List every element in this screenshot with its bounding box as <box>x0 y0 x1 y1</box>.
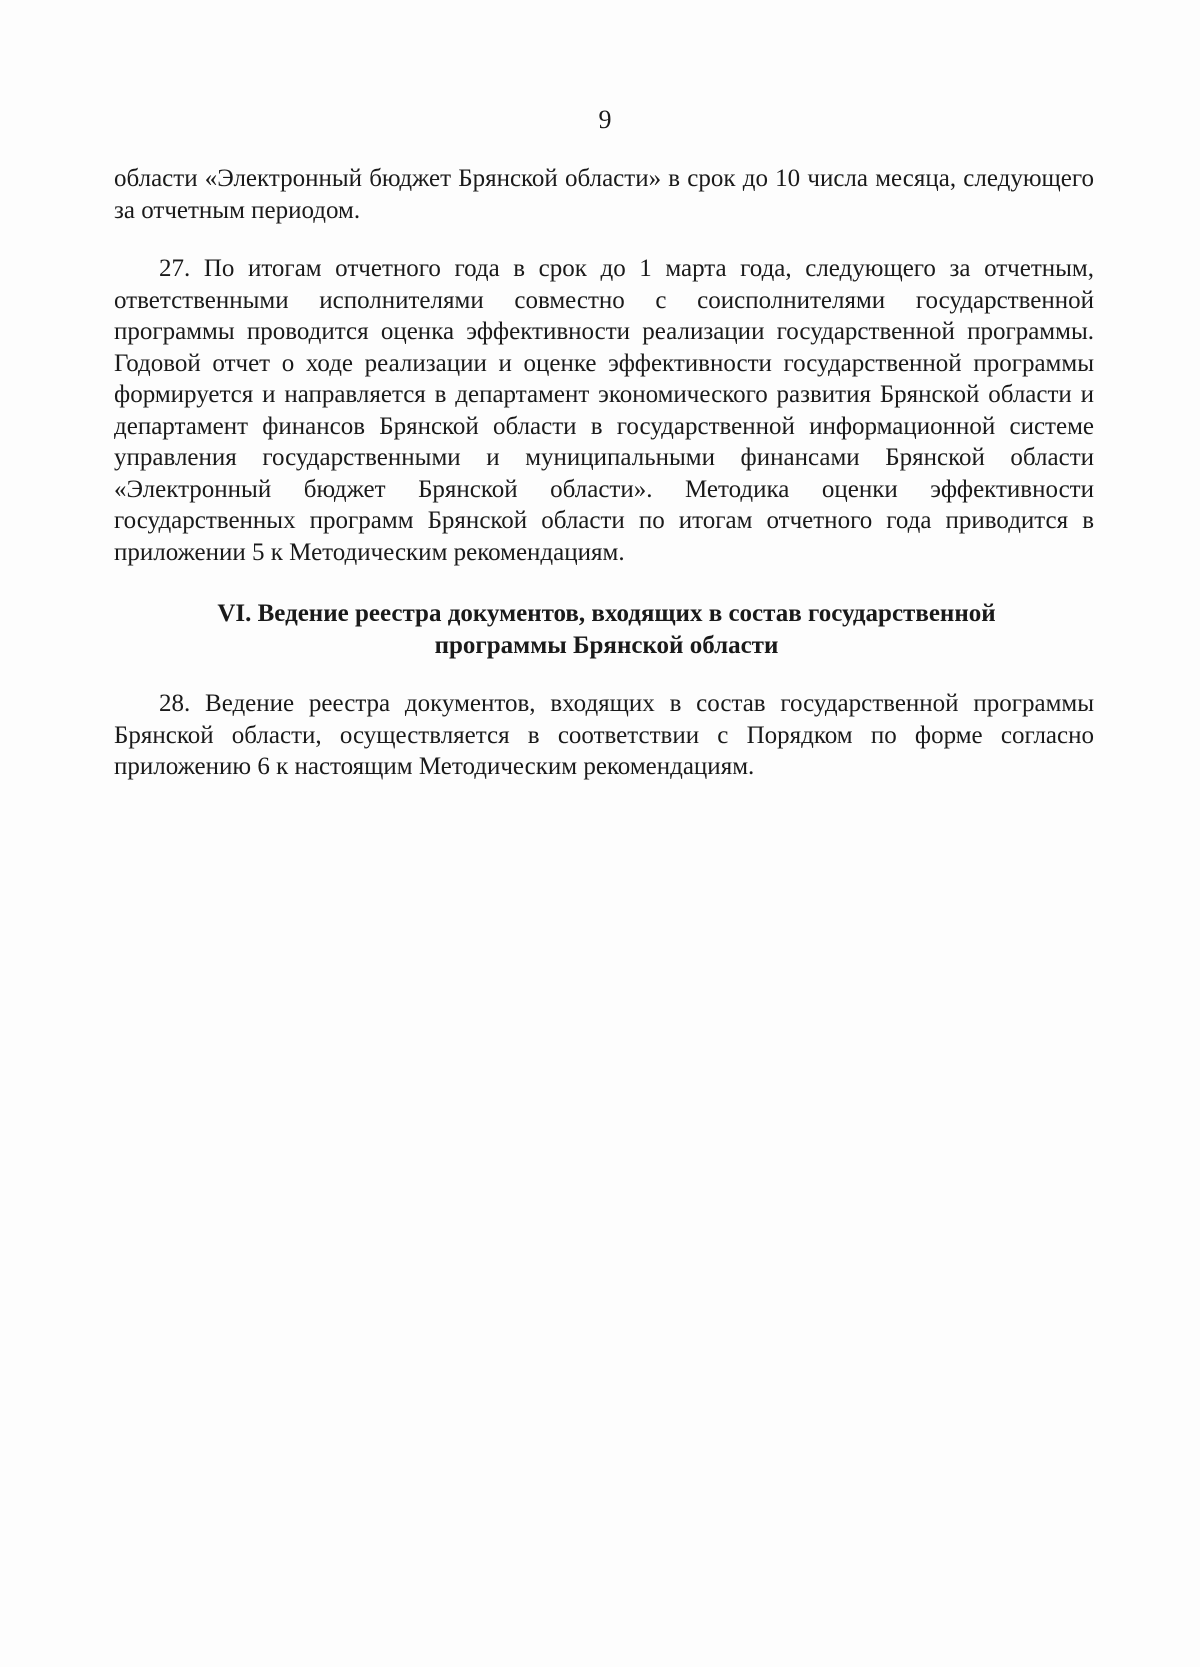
document-body <box>114 163 1094 783</box>
page-number: 9 <box>598 105 612 134</box>
paragraph-continuation: области «Электронный бюджет Брянской области» в срок до 10 числа месяца, следующего за отчетным периодом. <box>114 165 1094 224</box>
section-heading-line-2: программы Брянской области <box>434 631 779 659</box>
section-heading-line-1: VI. Ведение реестра документов, входящих в состав государственной <box>217 600 996 627</box>
section-heading <box>114 598 1094 661</box>
paragraph-28: 28. Ведение реестра документов, входящих в состав государственной программы Брянской области, осуществляется в соответствии с Порядком по форме согласно приложению 6 к настоящим Методическим рекомендациям. <box>114 690 1094 780</box>
paragraph-27: 27. По итогам отчетного года в срок до 1 марта года, следующего за отчетным, ответственными исполнителями совместно с соисполнителями государственной программы проводится оценка эффективности реализации государственной программы. Годовой отчет о ходе реализации и оценке эффективности государственной программы формируется и направляется в департамент экономического развития Брянской области и департамент финансов Брянской области в государственной информационной системе управления государственными и муниципальными финансами Брянской области «Электронный бюджет Брянской области». Методика оценки эффективности государственных программ Брянской области по итогам отчетного года приводится в приложении 5 к Методическим рекомендациям. <box>114 255 1094 566</box>
